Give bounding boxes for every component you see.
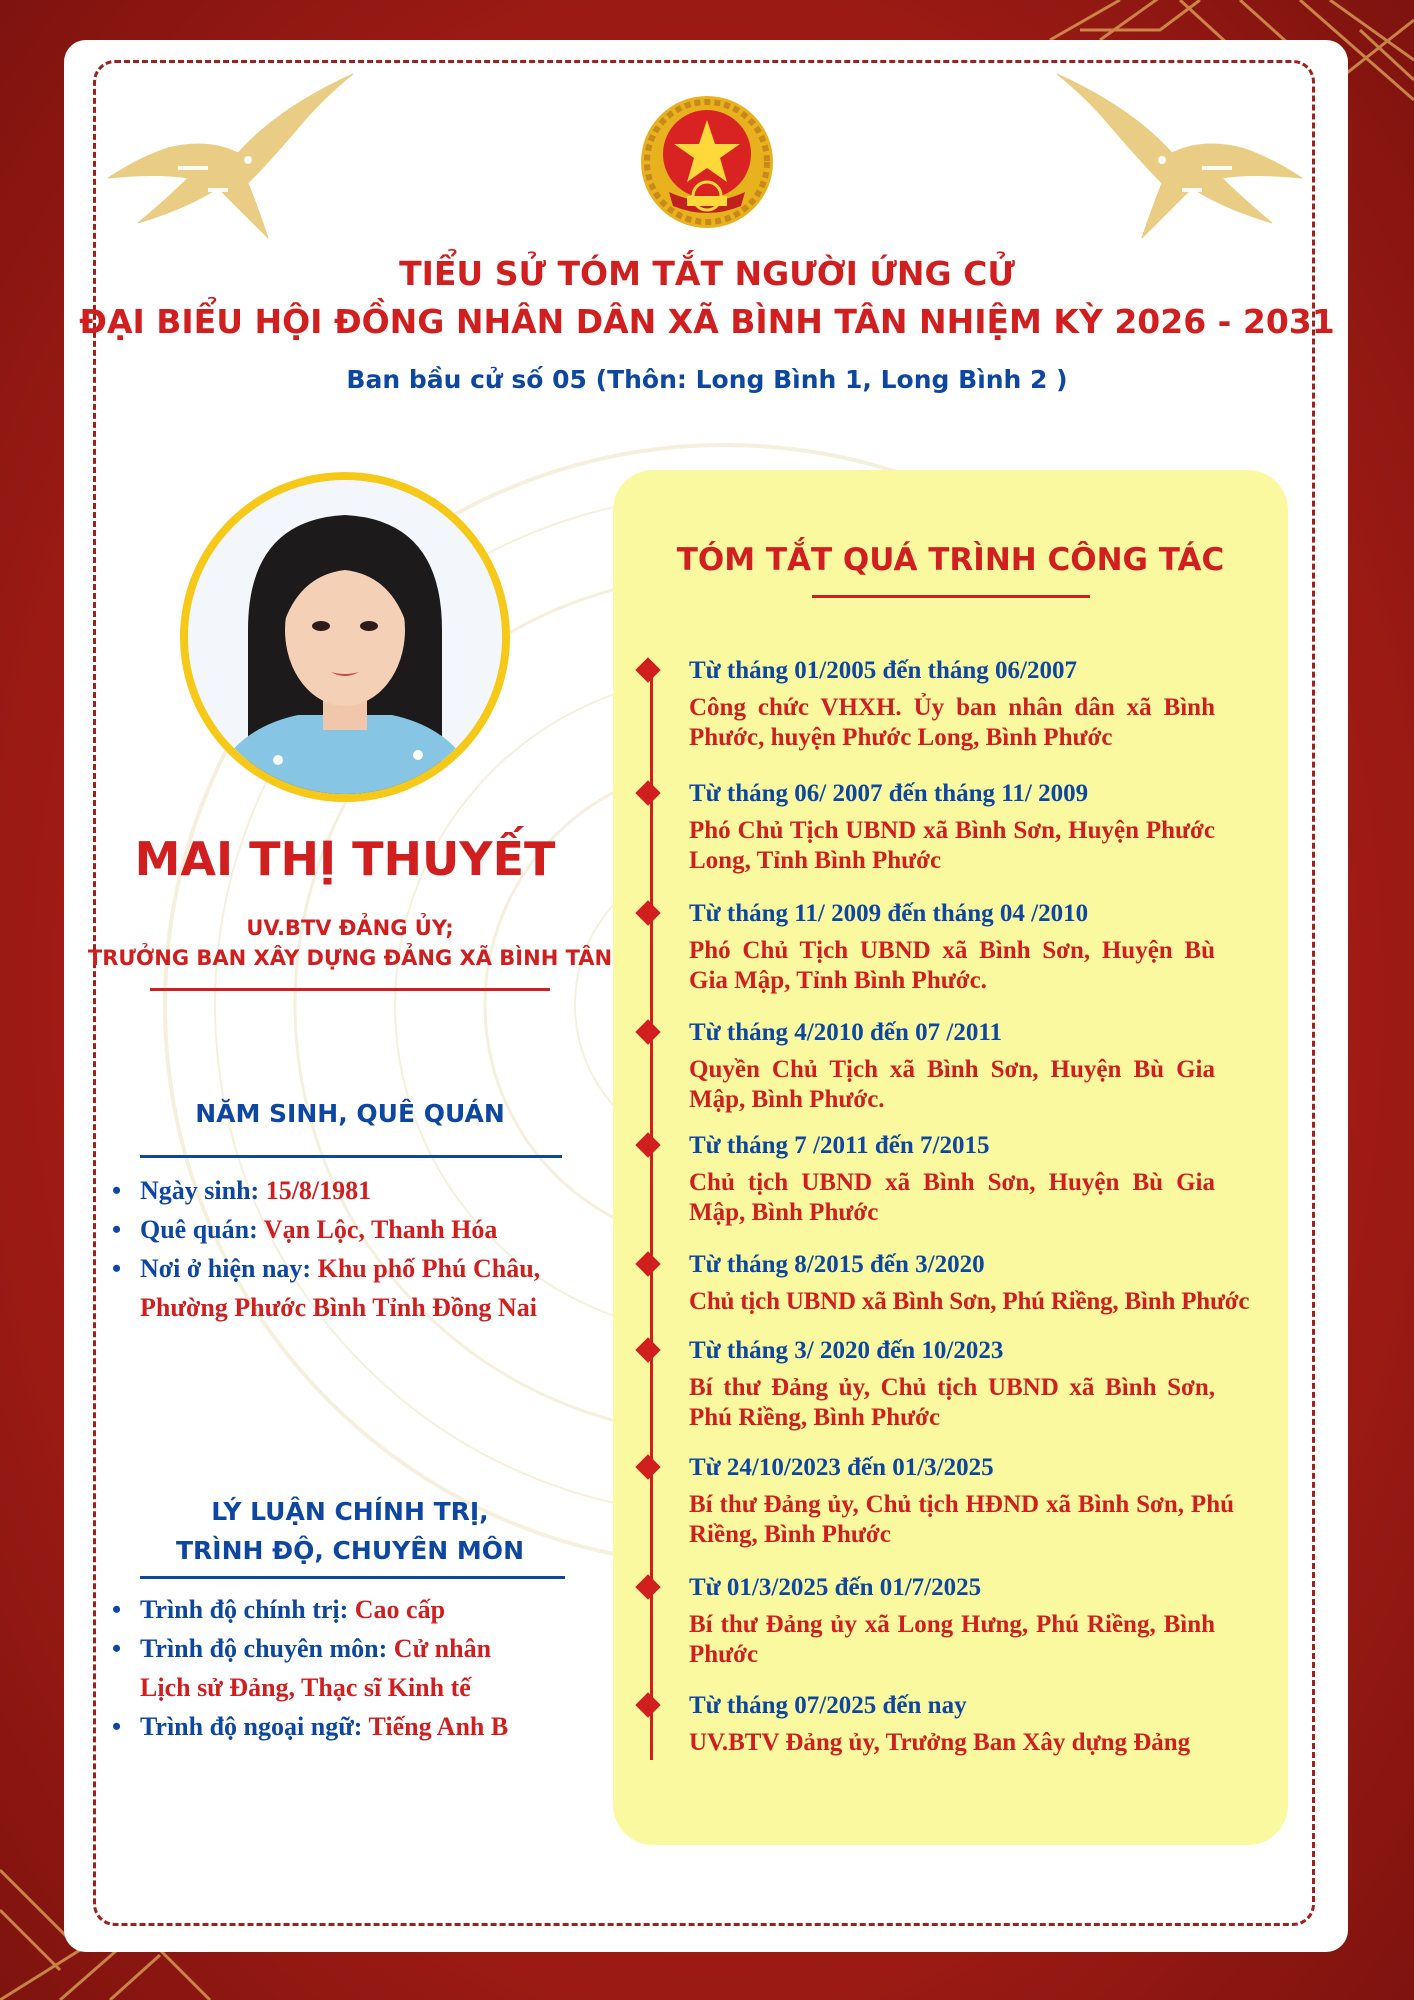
career-heading-divider bbox=[812, 595, 1090, 598]
timeline-item bbox=[689, 1572, 1289, 1670]
list-item: • Ngày sinh: 15/8/1981 bbox=[112, 1171, 602, 1210]
lac-bird-icon bbox=[98, 68, 358, 248]
candidate-portrait bbox=[180, 472, 510, 802]
name-divider bbox=[150, 988, 550, 991]
birth-section-heading: NĂM SINH, QUÊ QUÁN bbox=[195, 1099, 505, 1128]
education-info-list bbox=[112, 1590, 582, 1746]
timeline-item bbox=[689, 1017, 1289, 1115]
birth-info-list bbox=[112, 1171, 602, 1327]
list-item: • Nơi ở hiện nay: Khu phố Phú Châu, Phường Phước Bình Tỉnh Đồng Nai bbox=[112, 1249, 602, 1327]
timeline-item bbox=[689, 898, 1289, 996]
timeline-desc: UV.BTV Đảng ủy, Trưởng Ban Xây dựng Đảng bbox=[689, 1729, 1191, 1756]
timeline-desc: Chủ tịch UBND xã Bình Sơn, Phú Riềng, Bình Phước bbox=[689, 1288, 1250, 1315]
timeline-date: Từ tháng 11/ 2009 đến tháng 04 /2010 bbox=[689, 900, 1089, 927]
lac-bird-icon bbox=[1052, 68, 1312, 248]
candidate-name: MAI THỊ THUYẾT bbox=[134, 832, 556, 886]
portrait-image bbox=[188, 480, 502, 794]
position-line2: TRƯỞNG BAN XÂY DỰNG ĐẢNG XÃ BÌNH TÂN bbox=[87, 946, 613, 970]
timeline-date: Từ tháng 06/ 2007 đến tháng 11/ 2009 bbox=[689, 780, 1089, 807]
education-section-divider bbox=[140, 1576, 565, 1579]
timeline-desc: Phó Chủ Tịch UBND xã Bình Sơn, Huyện Bù Gia Mập, Tỉnh Bình Phước. bbox=[689, 937, 1215, 994]
national-emblem-icon bbox=[637, 92, 777, 232]
timeline-date: Từ tháng 8/2015 đến 3/2020 bbox=[689, 1251, 985, 1278]
timeline-desc: Công chức VHXH. Ủy ban nhân dân xã Bình Phước, huyện Phước Long, Bình Phước bbox=[689, 694, 1215, 751]
page-title-line1: TIỂU SỬ TÓM TẮT NGƯỜI ỨNG CỬ bbox=[399, 254, 1015, 293]
education-heading-line2: TRÌNH ĐỘ, CHUYÊN MÔN bbox=[176, 1536, 524, 1565]
timeline-date: Từ 24/10/2023 đến 01/3/2025 bbox=[689, 1454, 994, 1481]
timeline-desc: Bí thư Đảng ủy xã Long Hưng, Phú Riềng, Bình Phước bbox=[689, 1611, 1215, 1668]
timeline-desc: Chủ tịch UBND xã Bình Sơn, Huyện Bù Gia Mập, Bình Phước bbox=[689, 1169, 1215, 1226]
timeline-item bbox=[689, 1249, 1289, 1317]
timeline-date: Từ tháng 01/2005 đến tháng 06/2007 bbox=[689, 657, 1077, 684]
timeline-desc: Quyền Chủ Tịch xã Bình Sơn, Huyện Bù Gia Mập, Bình Phước. bbox=[689, 1056, 1215, 1113]
list-item: • Quê quán: Vạn Lộc, Thanh Hóa bbox=[112, 1210, 602, 1249]
timeline-item bbox=[689, 1452, 1289, 1550]
timeline-date: Từ tháng 4/2010 đến 07 /2011 bbox=[689, 1019, 1002, 1046]
page-title-line2: ĐẠI BIỂU HỘI ĐỒNG NHÂN DÂN XÃ BÌNH TÂN NHIỆM KỲ 2026 - 2031 bbox=[79, 302, 1335, 341]
timeline-item bbox=[689, 778, 1289, 876]
timeline-date: Từ 01/3/2025 đến 01/7/2025 bbox=[689, 1574, 982, 1601]
list-item: • Trình độ ngoại ngữ: Tiếng Anh B bbox=[112, 1707, 582, 1746]
education-heading-line1: LÝ LUẬN CHÍNH TRỊ, bbox=[211, 1497, 489, 1526]
timeline-item bbox=[689, 1130, 1289, 1228]
list-item: • Trình độ chuyên môn: Cử nhân Lịch sử Đảng, Thạc sĩ Kinh tế bbox=[112, 1629, 582, 1707]
timeline-item bbox=[689, 1335, 1289, 1433]
electoral-unit-subtitle: Ban bầu cử số 05 (Thôn: Long Bình 1, Long Bình 2 ) bbox=[346, 365, 1068, 394]
timeline-date: Từ tháng 7 /2011 đến 7/2015 bbox=[689, 1132, 990, 1159]
timeline-date: Từ tháng 3/ 2020 đến 10/2023 bbox=[689, 1337, 1004, 1364]
list-item: • Trình độ chính trị: Cao cấp bbox=[112, 1590, 582, 1629]
timeline-desc: Bí thư Đảng ủy, Chủ tịch HĐND xã Bình Sơn, Phú Riềng, Bình Phước bbox=[689, 1491, 1234, 1548]
career-heading: TÓM TẮT QUÁ TRÌNH CÔNG TÁC bbox=[676, 542, 1225, 578]
timeline-desc: Phó Chủ Tịch UBND xã Bình Sơn, Huyện Phước Long, Tỉnh Bình Phước bbox=[689, 817, 1215, 874]
birth-section-divider bbox=[140, 1155, 562, 1158]
candidate-position bbox=[80, 913, 620, 973]
timeline-item bbox=[689, 655, 1289, 753]
timeline-item bbox=[689, 1690, 1289, 1758]
timeline-date: Từ tháng 07/2025 đến nay bbox=[689, 1692, 967, 1719]
position-line1: UV.BTV ĐẢNG ỦY; bbox=[246, 916, 454, 940]
timeline-desc: Bí thư Đảng ủy, Chủ tịch UBND xã Bình Sơn, Phú Riềng, Bình Phước bbox=[689, 1374, 1215, 1431]
education-section-heading bbox=[140, 1492, 560, 1570]
